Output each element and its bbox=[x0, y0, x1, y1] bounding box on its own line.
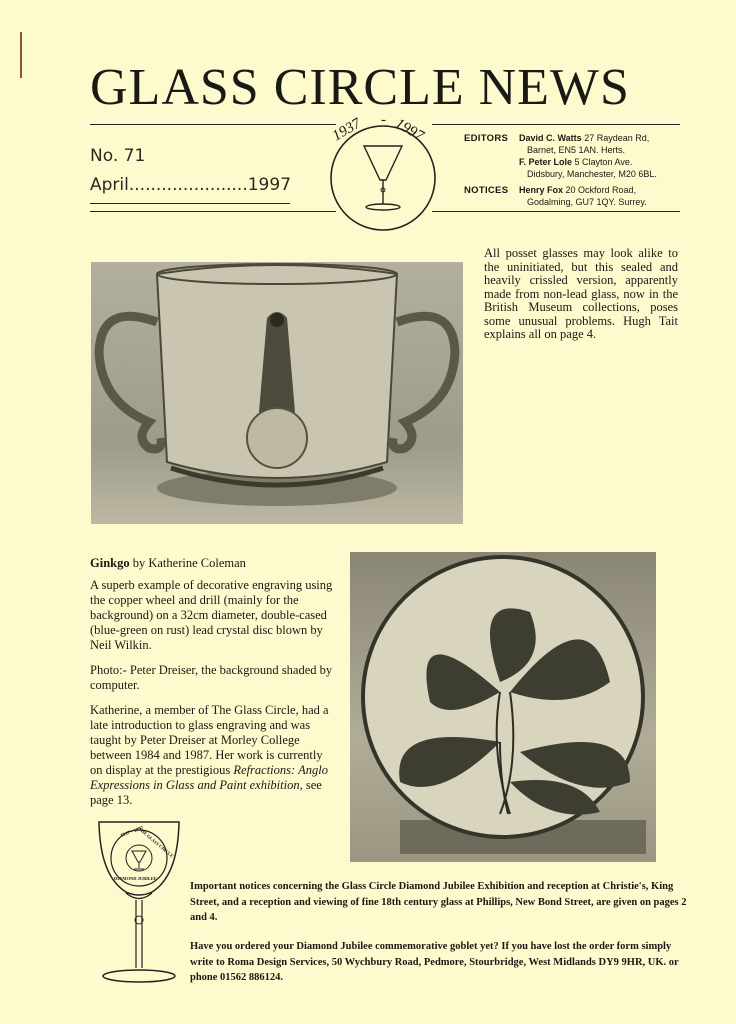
editor1-addr2: Barnet, EN5 1AN. Herts. bbox=[527, 145, 626, 155]
goblet-ring-bottom: DIAMOND JUBILEE bbox=[114, 876, 157, 881]
top-rule-right bbox=[432, 124, 680, 125]
ginkgo-paragraph-1: A superb example of decorative engraving using the copper wheel and drill (mainly for the background) on a 32cm diameter, double-cased (blue-green on rust) lead crystal disc blown by Neil Wilkin. bbox=[90, 578, 333, 652]
goblet-ring-mid: THE GLASS CIRCLE bbox=[137, 826, 175, 859]
ginkgo-p3-end: , see page 13. bbox=[90, 778, 322, 807]
notice-exhibition: Important notices concerning the Glass Circle Diamond Jubilee Exhibition and reception at Christie's, King Street, and a reception and viewing of fine 18th century glass at Phillips, New Bond Street, are given on pages 2 and 4. bbox=[190, 881, 687, 923]
editor2-name: F. Peter Lole bbox=[519, 157, 573, 167]
emblem-years-left: 1937 bbox=[329, 115, 364, 145]
wine-glass-icon bbox=[364, 146, 402, 210]
bottom-rule-left-1 bbox=[90, 203, 290, 204]
masthead-title: GLASS CIRCLE NEWS bbox=[90, 59, 630, 116]
intro-text: All posset glasses may look alike to the uninitiated, but this sealed and heavily crissled version, apparently made from non-lead glass, now in the British Museum collections, poses some unusual problems. Hugh Tait explains all on page 4. bbox=[484, 246, 678, 341]
ginkgo-p3-start: Katherine, a member of The Glass Circle, had a late introduction to glass engraving and was taught by Peter Dreiser at Morley College between 1984 and 1987. Her work is currently on display at the prestigious bbox=[90, 703, 329, 777]
notices-line bbox=[519, 184, 689, 196]
notices-addr2: Godalming, GU7 1QY. Surrey. bbox=[527, 197, 647, 207]
top-rule-left bbox=[90, 124, 336, 125]
bottom-rule-left-2 bbox=[90, 211, 336, 212]
ginkgo-body bbox=[90, 578, 334, 818]
notices-name: Henry Fox bbox=[519, 185, 564, 195]
editor2-line bbox=[519, 156, 689, 168]
binding-mark bbox=[20, 32, 22, 78]
bottom-rule-right bbox=[432, 211, 680, 212]
ginkgo-heading bbox=[90, 556, 246, 571]
ginkgo-title: Ginkgo bbox=[90, 556, 130, 570]
emblem-years-right: 1997 bbox=[392, 115, 427, 145]
editors-block bbox=[519, 132, 689, 180]
ginkgo-p3-italic: Refractions: Anglo Expressions in Glass and Paint exhibition bbox=[90, 763, 328, 792]
jubilee-emblem bbox=[326, 108, 440, 234]
ginkgo-paragraph-2: Photo:- Peter Dreiser, the background shaded by computer. bbox=[90, 663, 333, 692]
editor2-addr1: 5 Clayton Ave. bbox=[574, 157, 633, 167]
notices-label: NOTICES bbox=[464, 185, 509, 196]
editor1-addr1: 27 Raydean Rd, bbox=[584, 133, 650, 143]
issue-number: No. 71 bbox=[90, 146, 146, 166]
emblem-dash: - bbox=[381, 112, 386, 128]
notices-addr1: 20 Ockford Road, bbox=[565, 185, 637, 195]
goblet-ring-top: 1937 - 1997 bbox=[119, 826, 145, 839]
posset-glass-photo bbox=[91, 262, 463, 524]
notice-goblet-order: Have you ordered your Diamond Jubilee commemorative goblet yet? If you have lost the order form simply write to Roma Design Services, 50 Wychbury Road, Pedmore, Stourbridge, West Midlands DY9 9HR, UK. or phone 01562 886124. bbox=[190, 941, 679, 983]
editor1-line bbox=[519, 132, 689, 144]
notices-block bbox=[519, 184, 689, 208]
ginkgo-byline: by Katherine Coleman bbox=[129, 556, 246, 570]
jubilee-goblet-illustration bbox=[96, 818, 182, 986]
ginkgo-disc-photo bbox=[350, 552, 656, 862]
issue-date: April......................1997 bbox=[90, 175, 292, 195]
ginkgo-paragraph-3 bbox=[90, 703, 334, 808]
editors-label: EDITORS bbox=[464, 133, 509, 144]
editor2-addr2: Didsbury, Manchester, M20 6BL. bbox=[527, 169, 657, 179]
editor1-name: David C. Watts bbox=[519, 133, 582, 143]
